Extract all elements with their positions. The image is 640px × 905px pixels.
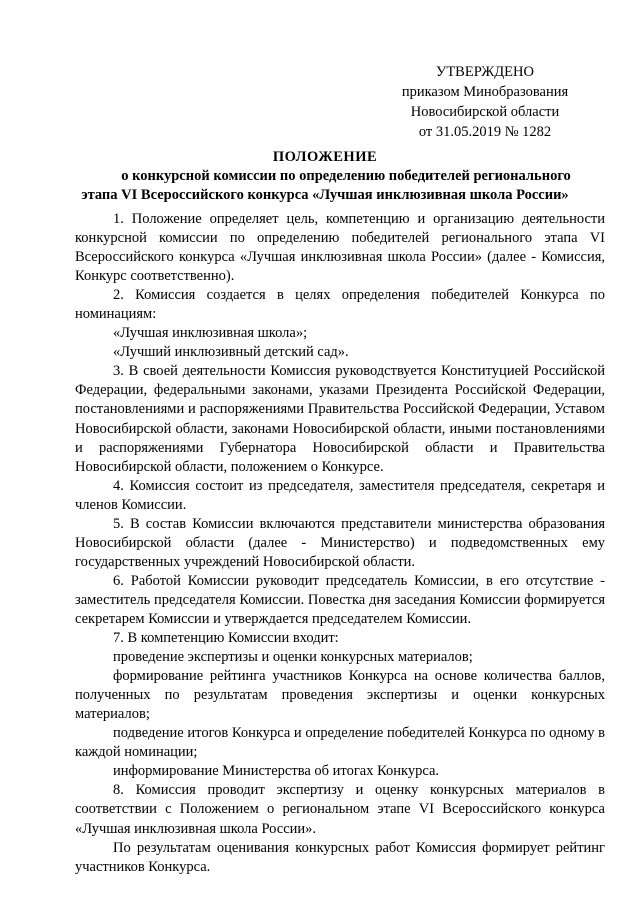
paragraph-5: 5. В состав Комиссии включаются представители министерства образования Новосибирской области (далее - Министерство) и подведомственных ему государственных учреждений Новосибирской области. xyxy=(75,515,605,570)
approval-line-3: Новосибирской области xyxy=(410,104,560,120)
paragraph-8: 8. Комиссия проводит экспертизу и оценку конкурсных материалов в соответствии с Положением о региональном этапе VI Всероссийского конкурса «Лучшая инклюзивная школа России». xyxy=(75,782,605,837)
paragraph-2: 2. Комиссия создается в целях определения победителей Конкурса по номинациям: xyxy=(75,287,605,323)
document-title xyxy=(60,148,590,205)
paragraph-9: По результатам оценивания конкурсных работ Комиссия формирует рейтинг участников Конкурса. xyxy=(75,839,605,875)
title-heading: ПОЛОЖЕНИЕ xyxy=(272,149,378,165)
competence-item: информирование Министерства об итогах Конкурса. xyxy=(113,763,440,780)
nomination-item: «Лучшая инклюзивная школа»; xyxy=(113,325,308,342)
competence-item: подведение итогов Конкурса и определение победителей Конкурса по одному в каждой номинации; xyxy=(75,725,605,761)
nomination-item: «Лучший инклюзивный детский сад». xyxy=(113,344,349,361)
document-body xyxy=(75,210,605,877)
approval-stamp xyxy=(370,62,600,142)
paragraph-4: 4. Комиссия состоит из председателя, заместителя председателя, секретаря и членов Комиссии. xyxy=(75,477,605,513)
title-line-3: этапа VI Всероссийского конкурса «Лучшая инклюзивная школа России» xyxy=(81,187,569,203)
approval-line-2: приказом Минобразования xyxy=(401,84,569,100)
approval-line-4: от 31.05.2019 № 1282 xyxy=(418,124,552,140)
paragraph-3: 3. В своей деятельности Комиссия руководствуется Конституцией Российской Федерации, федеральными законами, указами Президента Российской Федерации, постановлениями и распоряжениями Правительства Российской Федерации, Уставом Новосибирской области, законами Новосибирской области, иными постановлениями и распоряжениями Губернатора Новосибирской области и Правительства Новосибирской области, положением о Конкурсе. xyxy=(75,363,605,475)
title-line-2: о конкурсной комиссии по определению победителей регионального xyxy=(121,168,571,184)
paragraph-1: 1. Положение определяет цель, компетенцию и организацию деятельности конкурсной комиссии по определению победителей регионального этапа VI Всероссийского конкурса «Лучшая инклюзивная школа России» (далее - Комиссия, Конкурс соответственно). xyxy=(75,211,605,285)
paragraph-6: 6. Работой Комиссии руководит председатель Комиссии, в его отсутствие - заместитель председателя Комиссии. Повестка дня заседания Комиссии формируется секретарем Комиссии и утверждается председателем Комиссии. xyxy=(75,572,605,627)
approval-line-1: УТВЕРЖДЕНО xyxy=(436,64,534,80)
competence-item: проведение экспертизы и оценки конкурсных материалов; xyxy=(113,649,473,666)
paragraph-7: 7. В компетенцию Комиссии входит: xyxy=(113,630,339,647)
competence-item: формирование рейтинга участников Конкурса на основе количества баллов, полученных по результатам проведения экспертизы и оценки конкурсных материалов; xyxy=(75,668,605,723)
